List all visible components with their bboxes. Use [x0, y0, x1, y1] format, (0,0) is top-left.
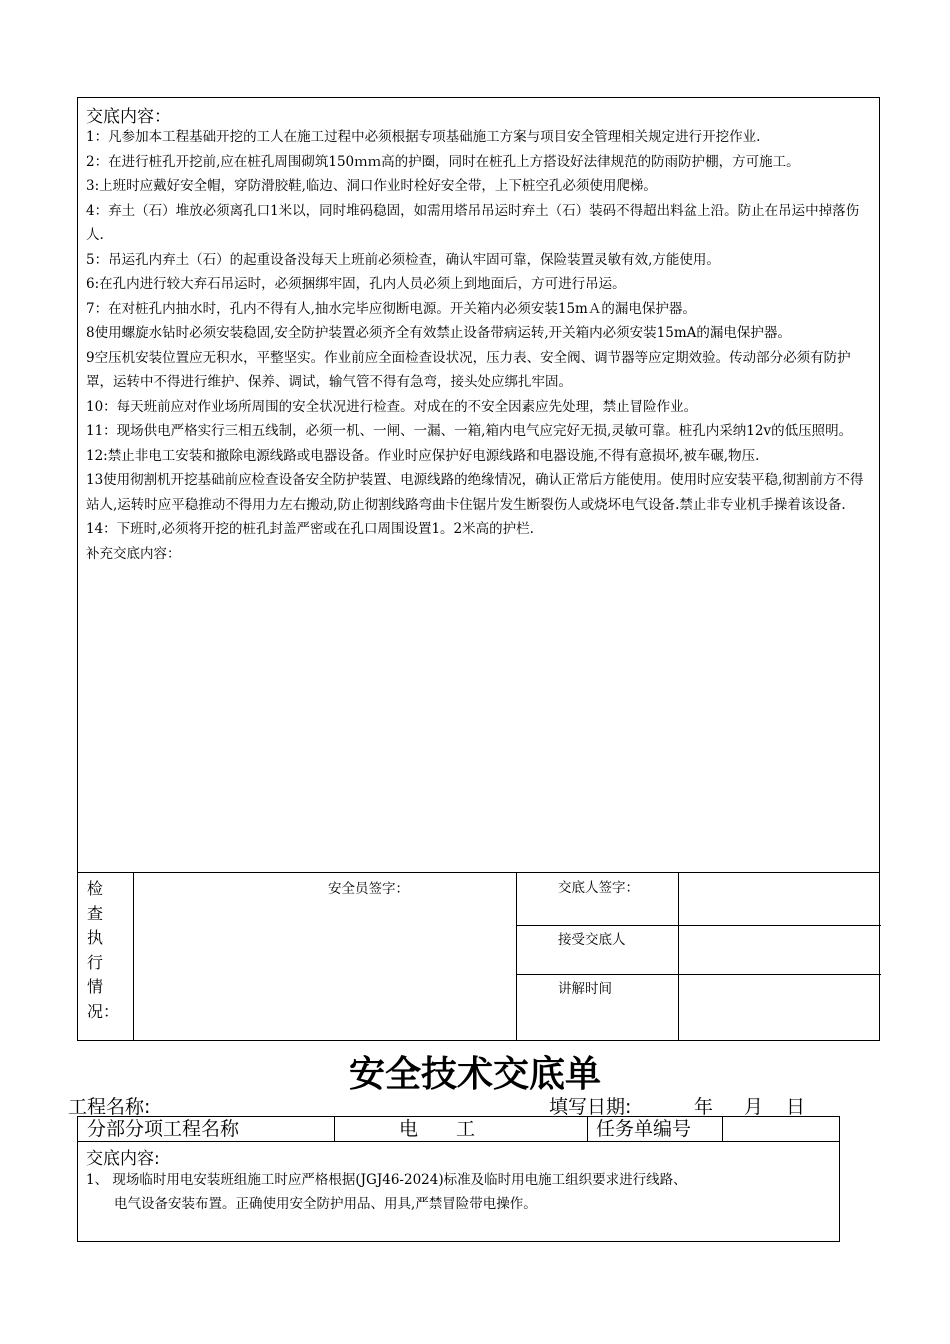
disclosure-item: 2：在进行桩孔开挖前,应在桩孔周围砌筑150ｍｍ高的护圈，同时在桩孔上方搭设好法律规范的防雨防护棚，方可施工。 — [86, 153, 800, 170]
receiver-label: 接受交底人 — [558, 932, 626, 948]
disclosure-item: 14：下班时,必须将开挖的桩孔封盖严密或在孔口周围设置1。2米高的护栏. — [86, 521, 534, 537]
disclosure-item-2 — [86, 1168, 836, 1216]
disclosure-item-line: 1、 现场临时用电安装班组施工时应严格根据(JGJ46-2024)标准及临时用电施工组织要求进行线路、 — [86, 1172, 687, 1188]
explain-time-cell — [516, 974, 679, 1041]
supplement-label: 补充交底内容： — [86, 545, 181, 562]
inspection-char: 查 — [87, 903, 104, 923]
disclosure-content-box — [77, 97, 880, 873]
sub-project-label: 分部分项工程名称 — [87, 1118, 240, 1140]
task-no-label: 任务单编号 — [596, 1118, 692, 1140]
disclosure-item: 13使用彻割机开挖基础前应检查设备安全防护装置、电源线路的绝缘情况，确认正常后方能使用。使用时应安装平稳,彻割前方不得站人,运转时应平稳推动不得用力左右搬动,防止彻割线路弯曲卡住锯片发生断裂伤人或烧坏电气设备.禁止非专业机手操着该设备. — [86, 472, 864, 513]
disclosure-items — [86, 125, 874, 566]
disclosure-content-box-2 — [77, 1142, 840, 1242]
sub-project-value-cell — [335, 1117, 588, 1141]
disclosure-header-2: 交底内容: — [86, 1149, 160, 1169]
disclosure-header: 交底内容： — [86, 107, 171, 127]
sub-project-value: 电 工 — [399, 1118, 476, 1140]
disclosure-item: 11：现场供电严格实行三相五线制，必须一机、一闸、一漏、一箱,箱内电气应完好无损,灵敏可靠。桩孔内采纳12v的低压照明。 — [86, 423, 853, 439]
project-name-label: 工程名称: — [68, 1096, 151, 1118]
document-title: 安全技术交底单 — [348, 1054, 601, 1095]
task-no-value-cell — [723, 1117, 839, 1141]
sub-project-label-cell — [78, 1117, 335, 1141]
signature-table — [77, 873, 880, 1041]
task-no-label-cell — [588, 1117, 723, 1141]
disclosure-item: 6:在孔内进行较大弃石吊运时，必须捆绑牢固，孔内人员必须上到地面后，方可进行吊运。 — [86, 276, 626, 292]
fill-date-label: 填写日期: — [549, 1096, 632, 1118]
disclosure-item: 10：每天班前应对作业场所周围的安全状况进行检查。对成在的不安全因素应先处理，禁止冒险作业。 — [86, 398, 698, 415]
safety-officer-cell — [133, 873, 517, 1040]
disclosure-item: 5：吊运孔内弃土（石）的起重设备没每天上班前必须检查，确认牢固可靠，保险装置灵敏有效,方能使用。 — [86, 251, 720, 268]
disclosure-item-line: 电气设备安装布置。正确使用安全防护用品、用具,严禁冒险带电操作。 — [114, 1196, 537, 1212]
disclosure-item: 12:禁止非电工安装和撤除电源线路或电器设备。作业时应保护好电源线路和电器设施,不得有意损坏,被车碾,物压. — [86, 447, 760, 464]
discloser-signature-label: 交底人签字： — [558, 880, 639, 896]
day-label: 日 — [786, 1096, 806, 1118]
sub-project-row — [77, 1116, 840, 1142]
inspection-char: 行 — [87, 952, 104, 972]
year-label: 年 — [694, 1096, 714, 1118]
row-divider — [678, 974, 881, 975]
disclosure-item: 1：凡参加本工程基础开挖的工人在施工过程中必须根据专项基础施工方案与项目安全管理相关规定进行开挖作业. — [86, 129, 761, 145]
disclosure-item: 8使用螺旋水钻时必须安装稳固,安全防护装置必须齐全有效禁止设备带病运转,开关箱内必须安装15mA的漏电保护器。 — [86, 325, 791, 341]
inspection-char: 检 — [87, 879, 104, 898]
disclosure-item: 9空压机安装位置应无积水，平整坚实。作业前应全面检查设状况，压力表、安全阀、调节器等应定期效验。传动部分必须有防护罩，运转中不得进行维护、保养、调试，输气管不得有急弯，接头处应绑扎牢固。 — [86, 349, 851, 390]
safety-officer-signature-label: 安全员签字： — [328, 881, 409, 897]
month-label: 月 — [744, 1096, 764, 1118]
row-divider — [678, 925, 881, 926]
receiver-cell — [516, 925, 679, 975]
disclosure-item: 7：在对桩孔内抽水时，孔内不得有人,抽水完毕应彻断电源。开关箱内必须安装15mＡ的漏电保护器。 — [86, 300, 696, 317]
inspection-char: 执 — [87, 928, 104, 947]
explain-time-label: 讲解时间 — [558, 981, 612, 997]
inspection-label — [87, 877, 120, 1024]
inspection-char: 况： — [87, 1001, 120, 1021]
inspection-char: 情 — [87, 977, 104, 996]
disclosure-item: 4：弃土（石）堆放必须离孔口1米以，同时堆码稳固，如需用塔吊吊运时弃土（石）装码不得超出料盆上沿。防止在吊运中掉落伤人. — [86, 202, 860, 243]
discloser-cell — [516, 873, 679, 926]
disclosure-item: 3:上班时应戴好安全帽，穿防滑胶鞋,临边、洞口作业时栓好安全带，上下桩空孔必须使用爬梯。 — [86, 178, 657, 194]
inspection-column — [78, 873, 134, 1040]
